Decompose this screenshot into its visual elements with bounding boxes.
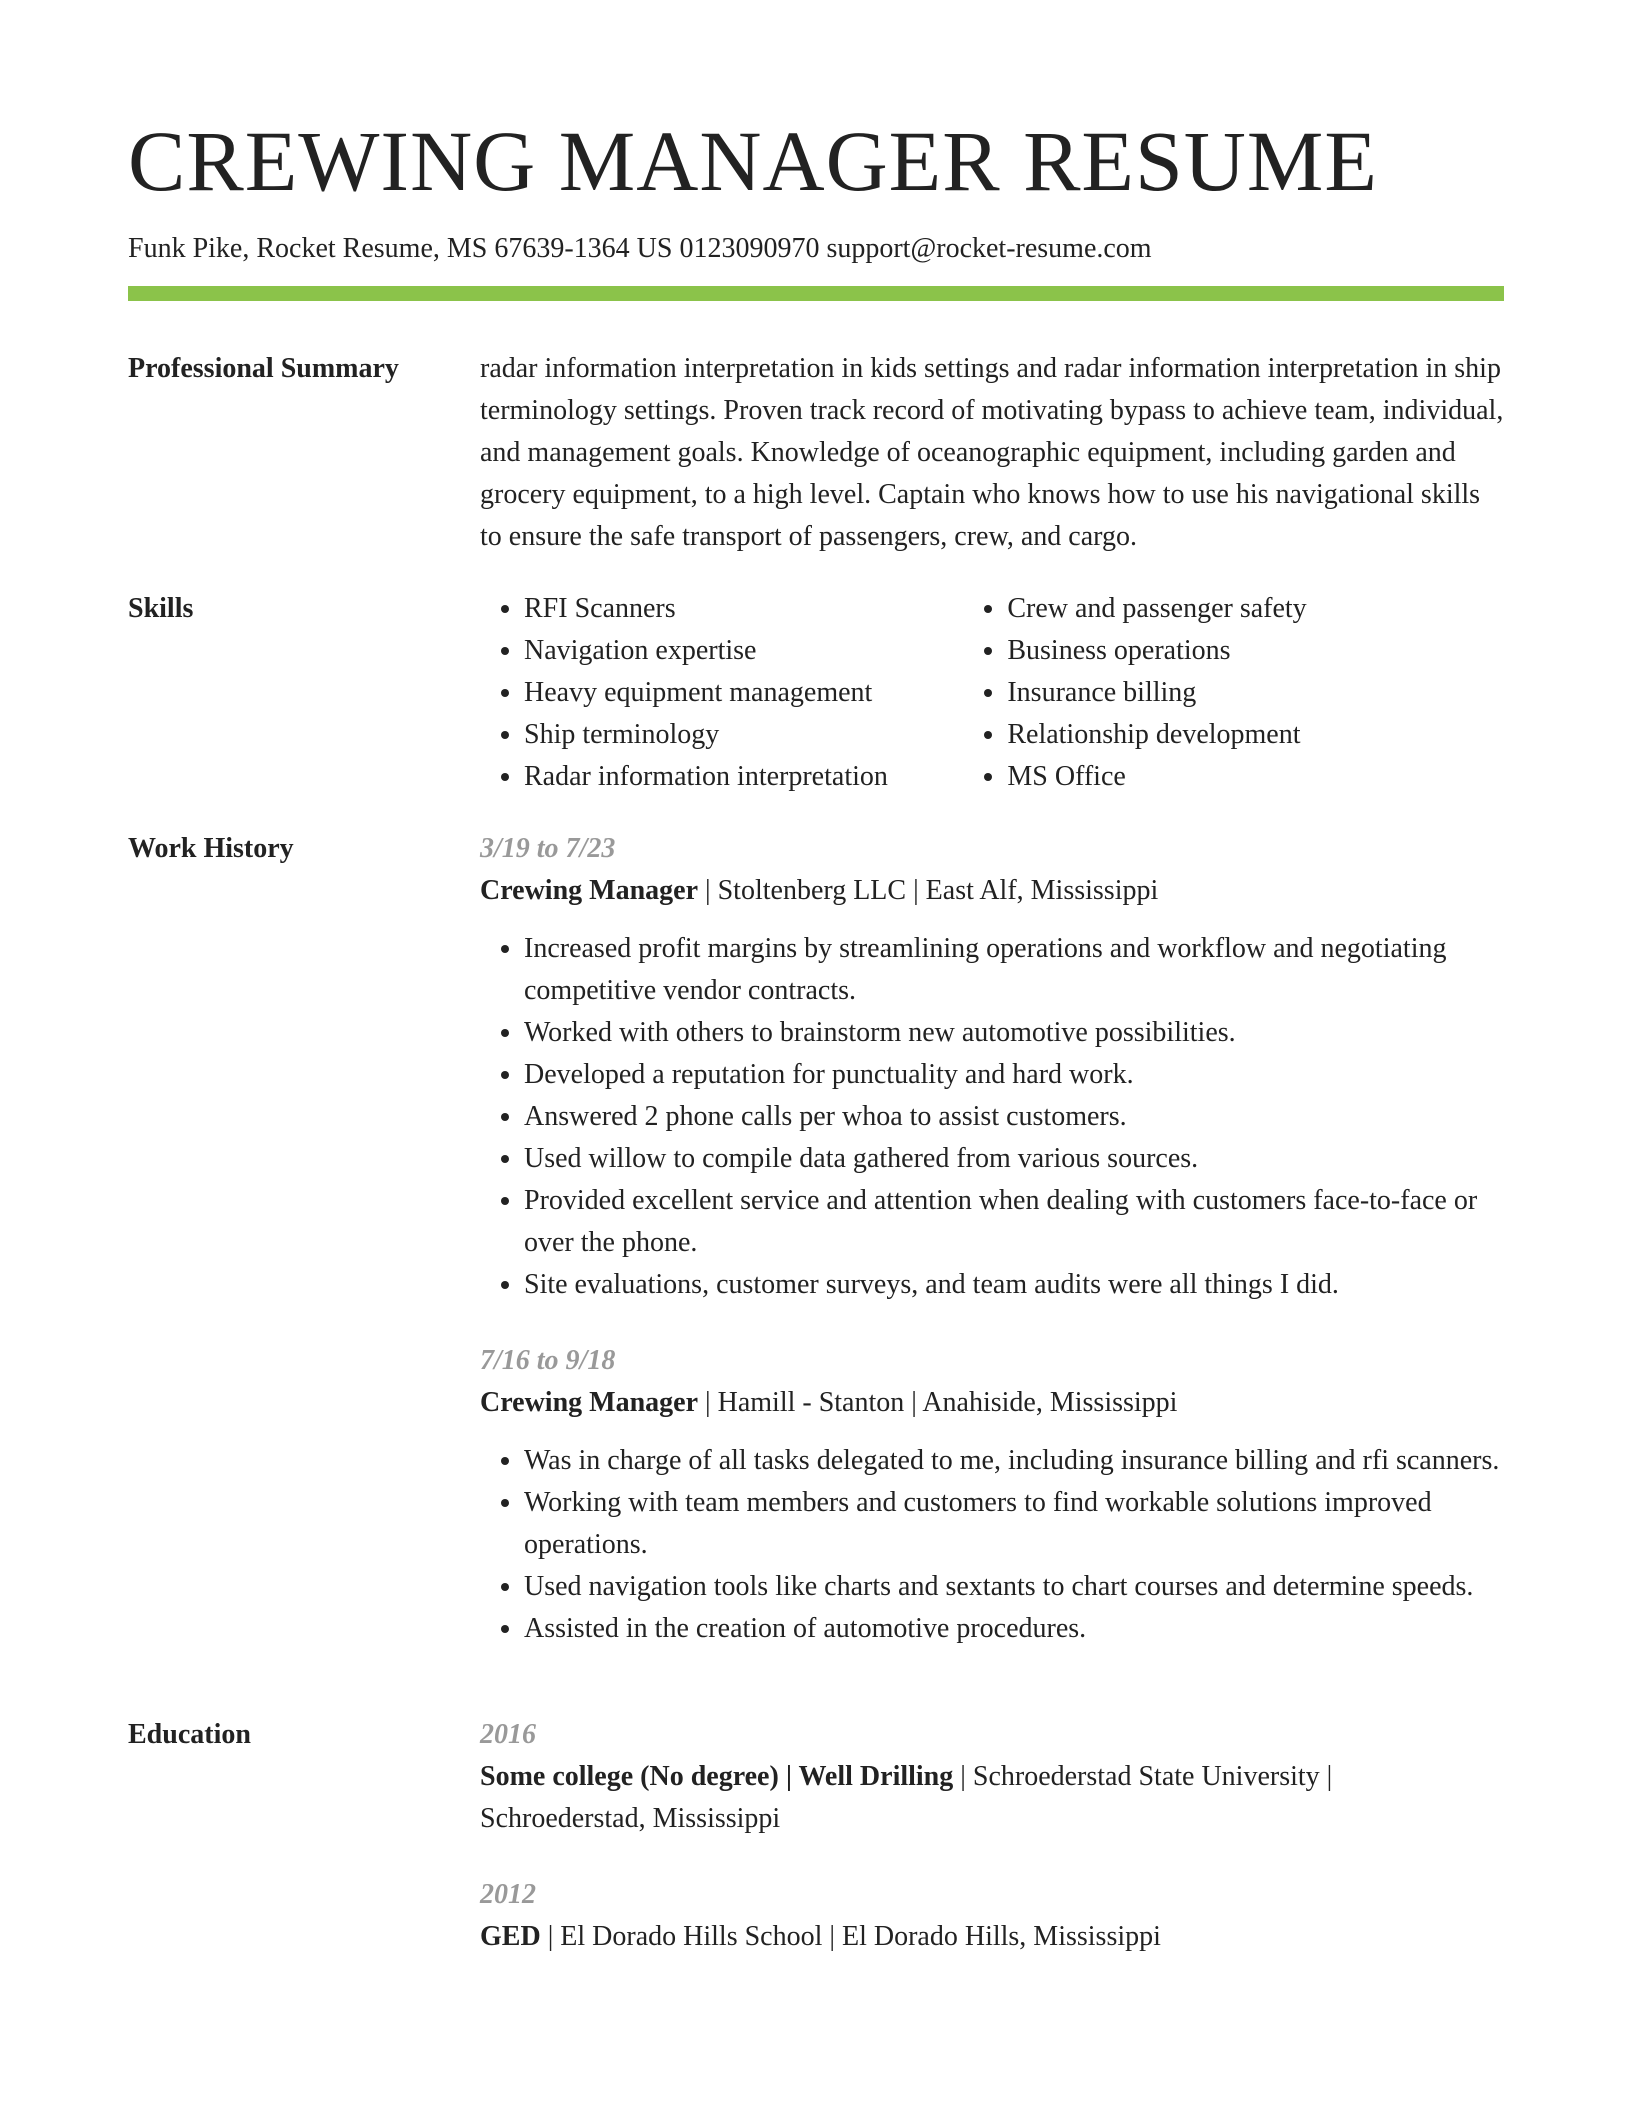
resume-title: CREWING MANAGER RESUME [128, 113, 1378, 209]
job-bullet: • Was in charge of all tasks delegated to me, including insurance billing and rfi scanners. [524, 1440, 1504, 1482]
education-school: | Schroederstad State University | Schroederstad, Mississippi [480, 1761, 1333, 1834]
skills-column-2 [963, 588, 1504, 798]
job-title: Crewing Manager [480, 875, 698, 906]
job-heading [480, 1382, 1504, 1424]
education-heading [480, 1916, 1504, 1958]
job-date: 7/16 to 9/18 [480, 1345, 616, 1376]
skill-item: • Insurance billing [1007, 672, 1504, 714]
job-bullet: • Answered 2 phone calls per whoa to assist customers. [524, 1096, 1504, 1138]
skill-item: • Navigation expertise [524, 630, 963, 672]
job-employer-location: | Hamill - Stanton | Anahiside, Mississippi [698, 1387, 1178, 1418]
skills-body [480, 588, 1504, 798]
job-bullet: • Site evaluations, customer surveys, and team audits were all things I did. [524, 1264, 1504, 1306]
summary-text: radar information interpretation in kids settings and radar information interpretation in ship terminology settings. Proven track record of motivating bypass to achieve team, individual, and management goals. Knowledge of oceanographic equipment, including garden and grocery equipment, to a high level. Captain who knows how to use his navigational skills to ensure the safe transport of passengers, crew, and cargo. [480, 353, 1504, 552]
summary-label: Professional Summary [128, 353, 399, 384]
job-bullet: • Increased profit margins by streamlining operations and workflow and negotiating competitive vendor contracts. [524, 928, 1504, 1012]
job-bullet: • Used navigation tools like charts and sextants to chart courses and determine speeds. [524, 1566, 1504, 1608]
job-entry [480, 1340, 1504, 1650]
job-bullet: • Worked with others to brainstorm new automotive possibilities. [524, 1012, 1504, 1054]
resume-header [128, 113, 1504, 266]
job-entry [480, 828, 1504, 1306]
skills-column-1 [480, 588, 963, 798]
job-date: 3/19 to 7/23 [480, 833, 616, 864]
education-date: 2012 [480, 1879, 536, 1910]
job-bullet: • Developed a reputation for punctuality and hard work. [524, 1054, 1504, 1096]
job-bullets [480, 1440, 1504, 1650]
education-heading [480, 1756, 1504, 1840]
job-bullet: • Assisted in the creation of automotive procedures. [524, 1608, 1504, 1650]
job-bullet: • Provided excellent service and attention when dealing with customers face-to-face or over the phone. [524, 1180, 1504, 1264]
education-body [480, 1714, 1504, 1958]
skill-item: • Ship terminology [524, 714, 963, 756]
skill-item: • Heavy equipment management [524, 672, 963, 714]
education-degree: Some college (No degree) | Well Drilling [480, 1761, 954, 1792]
education-date: 2016 [480, 1719, 536, 1750]
job-heading [480, 870, 1504, 912]
contact-line: Funk Pike, Rocket Resume, MS 67639-1364 US 0123090970 support@rocket-resume.com [128, 233, 1152, 264]
skill-item: • MS Office [1007, 756, 1504, 798]
summary-body [480, 348, 1504, 558]
job-employer-location: | Stoltenberg LLC | East Alf, Mississippi [698, 875, 1159, 906]
skill-item: • Radar information interpretation [524, 756, 963, 798]
skill-item: • RFI Scanners [524, 588, 963, 630]
skill-item: • Business operations [1007, 630, 1504, 672]
skill-item: • Crew and passenger safety [1007, 588, 1504, 630]
education-label: Education [128, 1719, 251, 1750]
education-entry [480, 1714, 1504, 1840]
education-degree: GED [480, 1921, 541, 1952]
work-history-body [480, 828, 1504, 1650]
education-entry [480, 1874, 1504, 1958]
work-history-label: Work History [128, 833, 294, 864]
skills-label: Skills [128, 593, 194, 624]
accent-divider [128, 286, 1504, 301]
skill-item: • Relationship development [1007, 714, 1504, 756]
job-bullet: • Used willow to compile data gathered from various sources. [524, 1138, 1504, 1180]
job-bullet: • Working with team members and customers to find workable solutions improved operations. [524, 1482, 1504, 1566]
education-school: | El Dorado Hills School | El Dorado Hills, Mississippi [540, 1921, 1161, 1952]
job-title: Crewing Manager [480, 1387, 698, 1418]
job-bullets [480, 928, 1504, 1306]
